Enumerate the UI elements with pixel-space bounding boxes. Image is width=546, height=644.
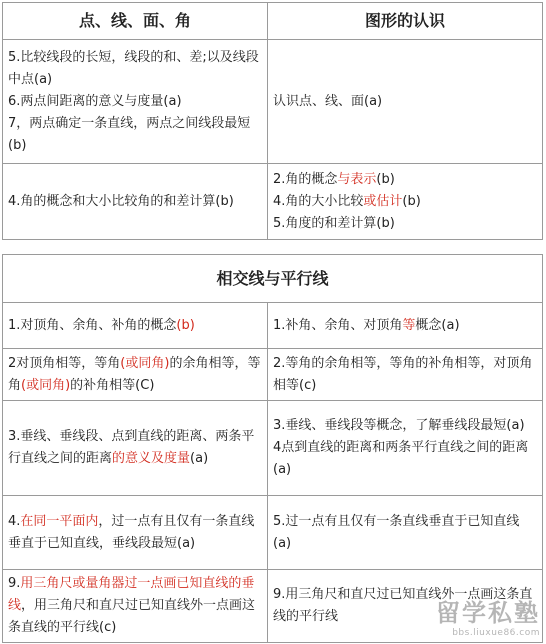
line-angle-sum-diff: 5.角度的和差计算(b) xyxy=(273,215,395,231)
r2-right-cell: 2.等角的余角相等，等角的补角相等，对顶角相等(c) xyxy=(268,349,543,401)
text-highlight: 的意义及度量 xyxy=(112,451,191,466)
text-highlight: (或同角) xyxy=(21,377,71,393)
line-angle-compare xyxy=(273,191,537,213)
watermark-url: bbs.liuxue86.com xyxy=(452,628,540,638)
r4-left-cell xyxy=(3,496,268,570)
row2-left-cell: 4.角的概念和大小比较角的和差计算(b) xyxy=(3,164,268,240)
text-plain: 2对顶角相等，等角 xyxy=(8,355,121,371)
r2-left-cell xyxy=(3,349,268,401)
text-plain: ，过一点有且仅有一条直线垂直于已知直线，垂线段最短(a) xyxy=(8,513,255,551)
line-compare-segments: 5.比较线段的长短，线段的和、差;以及线段中点(a) xyxy=(8,49,259,87)
watermark-logo: 留学私塾 xyxy=(436,599,540,627)
text-plain: (b) xyxy=(376,171,395,187)
text-plain: 2.角的概念 xyxy=(273,171,338,187)
table-row xyxy=(3,349,543,401)
text-highlight: 用三角尺或量角器过一点画已知直线的垂线 xyxy=(8,576,255,613)
table-header-row xyxy=(3,255,543,303)
text-plain: 4.角的大小比较 xyxy=(273,193,364,209)
text-highlight: (或同角) xyxy=(120,355,170,371)
line-two-points-determine-line: 7，两点确定一条直线，两点之间线段最短(b) xyxy=(8,115,251,153)
text-plain: 的补角相等(C) xyxy=(70,377,155,393)
r3-left-cell xyxy=(3,401,268,496)
r4-right-cell: 5.过一点有且仅有一条直线垂直于已知直线(a) xyxy=(268,496,543,570)
header-points-lines-surfaces-angles: 点、线、面、角 xyxy=(3,3,268,40)
text-highlight: (b) xyxy=(176,317,195,333)
text-plain: (a) xyxy=(190,451,209,466)
table-header-row xyxy=(3,3,543,40)
text-plain: 1.对顶角、余角、补角的概念 xyxy=(8,317,177,333)
text-plain: (b) xyxy=(402,193,421,209)
table-row xyxy=(3,401,543,496)
r1-left-cell xyxy=(3,303,268,349)
table-row xyxy=(3,164,543,240)
line-perpendicular-concepts: 3.垂线、垂线段等概念，了解垂线段最短(a) xyxy=(273,418,525,433)
text-highlight: 或估计 xyxy=(363,193,403,209)
line-point-to-line-distance: 4点到直线的距离和两条平行直线之间的距离(a) xyxy=(273,440,529,477)
text-plain: 4. xyxy=(8,513,21,529)
text-plain: 概念(a) xyxy=(415,317,460,333)
r1-right-cell xyxy=(268,303,543,349)
r3-right-cell xyxy=(268,401,543,496)
header-shape-recognition: 图形的认识 xyxy=(268,3,543,40)
table-row xyxy=(3,40,543,164)
text-plain: 1.补角、余角、对顶角 xyxy=(273,317,403,333)
text-plain: 9. xyxy=(8,576,21,591)
row1-right-cell: 认识点、线、面(a) xyxy=(268,40,543,164)
watermark xyxy=(436,593,540,638)
r5-left-cell xyxy=(3,570,268,643)
table-row xyxy=(3,303,543,349)
text-highlight: 在同一平面内 xyxy=(20,513,99,529)
text-plain: ，用三角尺和直尺过已知直线外一点画这条直线的平行线(c) xyxy=(8,598,256,635)
table-row xyxy=(3,496,543,570)
table-intersecting-parallel-lines xyxy=(2,254,543,643)
text-highlight: 等 xyxy=(402,317,416,333)
table-points-lines-angles xyxy=(2,2,543,240)
row2-right-cell xyxy=(268,164,543,240)
line-angle-concept xyxy=(273,169,537,191)
header-intersecting-parallel-lines: 相交线与平行线 xyxy=(3,255,543,303)
row1-left-cell xyxy=(3,40,268,164)
text-plain: 3.垂线、垂线段、点到直线的距离、两条平行直线之间的距离 xyxy=(8,429,255,466)
r5-right-cell: 9.用三角尺和直尺过已知直线外一点画这条直线的平行线 xyxy=(268,570,543,643)
line-distance-between-points: 6.两点间距离的意义与度量(a) xyxy=(8,93,182,109)
text-highlight: 与表示 xyxy=(337,171,377,187)
text-plain: 的余角相等，等角 xyxy=(8,355,261,393)
